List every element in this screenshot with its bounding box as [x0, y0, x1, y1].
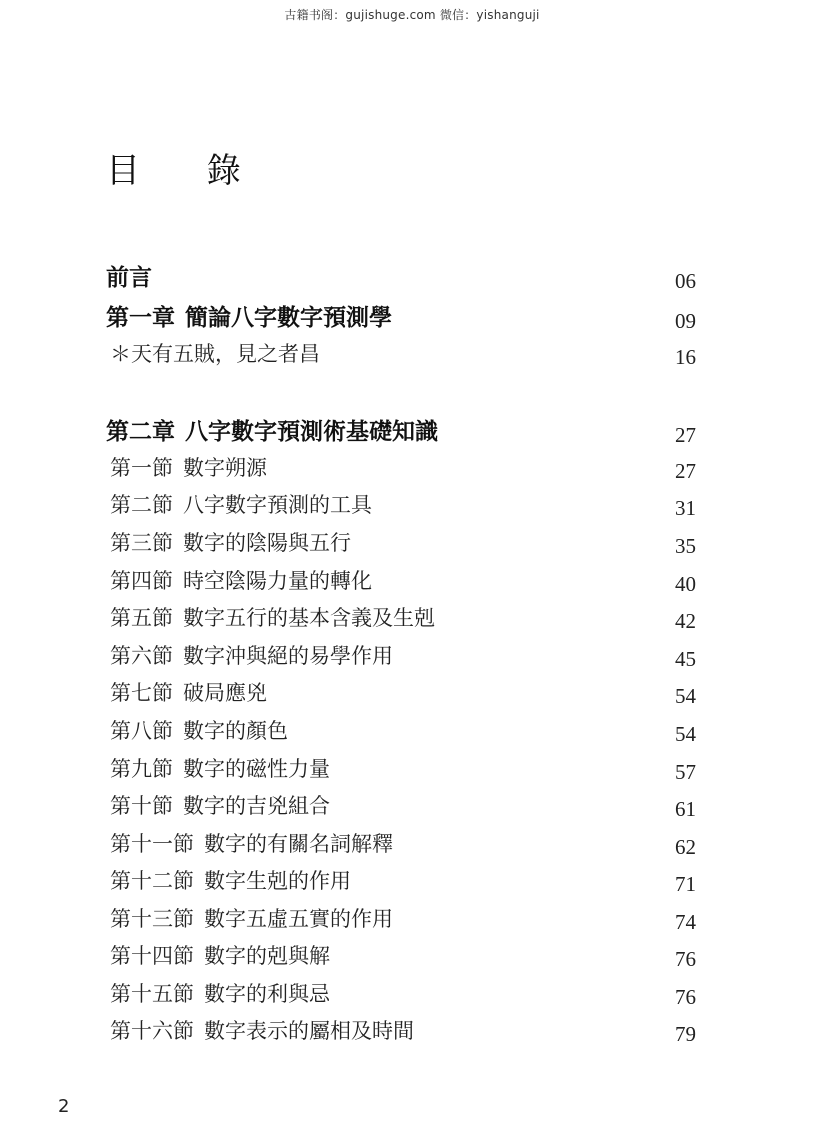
toc-entry-title: 數字的利與忌	[204, 982, 330, 1006]
toc-entry-title: 數字的陰陽與五行	[183, 531, 351, 555]
toc-entry-label	[110, 677, 267, 707]
toc-entry-page: 54	[675, 684, 696, 708]
toc-entry-label	[110, 1015, 414, 1045]
toc-entry-label	[110, 903, 393, 933]
toc-row	[106, 338, 702, 372]
toc-entry-number: 第二章	[106, 418, 175, 445]
toc-entry-number: 第十五節	[110, 982, 194, 1006]
toc-row	[106, 865, 702, 899]
toc-entry-page: 76	[675, 947, 696, 971]
toc-entry-page: 35	[675, 534, 696, 558]
toc-row	[106, 452, 702, 486]
toc-entry-title: 數字生剋的作用	[204, 869, 351, 893]
toc-row	[106, 790, 702, 824]
toc-entry-title: 數字的剋與解	[204, 944, 330, 968]
toc-row	[106, 715, 702, 749]
toc-entry-page: 27	[675, 423, 696, 447]
toc-entry-title: 數字表示的屬相及時間	[204, 1019, 414, 1043]
toc-entry-title: 數字的有關名詞解釋	[204, 832, 393, 856]
toc-entry-number: 第七節	[110, 681, 173, 705]
toc-entry-label	[106, 299, 392, 332]
toc-row	[106, 416, 702, 450]
toc-entry-title: 數字沖與絕的易學作用	[183, 644, 393, 668]
toc-entry-title: 破局應兇	[183, 681, 267, 705]
toc-entry-number: 第十六節	[110, 1019, 194, 1043]
toc-row	[106, 302, 702, 336]
toc-entry-title: 數字朔源	[183, 456, 267, 480]
toc-row	[106, 677, 702, 711]
toc-entry-page: 31	[675, 496, 696, 520]
toc-entry-number: 第八節	[110, 719, 173, 743]
toc-entry-page: 62	[675, 835, 696, 859]
toc-entry-label	[110, 338, 320, 368]
toc-row	[106, 978, 702, 1012]
toc-entry-label	[110, 715, 288, 745]
toc-entry-title: 數字的磁性力量	[183, 757, 330, 781]
toc-row	[106, 753, 702, 787]
toc-entry-page: 61	[675, 797, 696, 821]
toc-entry-number: 第二節	[110, 493, 173, 517]
toc-entry-page: 74	[675, 910, 696, 934]
toc-entry-label	[106, 413, 438, 446]
toc-row	[106, 940, 702, 974]
toc-entry-title: 八字數字預測術基礎知識	[185, 418, 438, 445]
toc-entry-number: 第一章	[106, 304, 175, 331]
toc-entry-number: 第五節	[110, 606, 173, 630]
toc-entry-page: 09	[675, 309, 696, 333]
toc-entry-label	[110, 489, 372, 519]
toc-row	[106, 828, 702, 862]
toc-entry-title: 簡論八字數字預測學	[185, 304, 392, 331]
toc-entry-page: 06	[675, 269, 696, 293]
toc-entry-number: 第十四節	[110, 944, 194, 968]
toc-entry-title: 數字的吉兇組合	[183, 794, 330, 818]
toc-row	[106, 489, 702, 523]
toc-row	[106, 262, 702, 296]
toc-entry-number: 第十三節	[110, 907, 194, 931]
toc-entry-label	[110, 978, 330, 1008]
toc-entry-page: 71	[675, 872, 696, 896]
toc-entry-title: 八字數字預測的工具	[183, 493, 372, 517]
toc-entry-page: 76	[675, 985, 696, 1009]
toc-entry-label	[110, 753, 330, 783]
toc-entry-page: 54	[675, 722, 696, 746]
toc-entry-label	[110, 565, 372, 595]
toc-entry-title: ＊天有五賊，見之者昌	[110, 342, 320, 366]
toc-entry-label	[110, 452, 267, 482]
toc-entry-label	[110, 602, 435, 632]
toc-row	[106, 1015, 702, 1049]
toc-entry-title: 時空陰陽力量的轉化	[183, 569, 372, 593]
toc-entry-title: 數字五虛五實的作用	[204, 907, 393, 931]
toc-entry-title: 前言	[106, 264, 152, 291]
toc-entry-page: 57	[675, 760, 696, 784]
toc-entry-label	[110, 940, 330, 970]
toc-entry-number: 第六節	[110, 644, 173, 668]
toc-entry-page: 16	[675, 345, 696, 369]
toc-row	[106, 903, 702, 937]
toc-entry-number: 第九節	[110, 757, 173, 781]
toc-entry-label	[110, 527, 351, 557]
toc-entry-number: 第四節	[110, 569, 173, 593]
toc-row	[106, 640, 702, 674]
toc-entry-label	[110, 865, 351, 895]
toc-row	[106, 527, 702, 561]
toc-row	[106, 565, 702, 599]
toc-entry-label	[110, 828, 393, 858]
page-number: 2	[58, 1096, 70, 1117]
page-title: 目 錄	[106, 151, 269, 191]
toc-entry-number: 第十節	[110, 794, 173, 818]
toc-entry-label	[110, 640, 393, 670]
toc-entry-title: 數字的顏色	[183, 719, 288, 743]
toc-entry-page: 27	[675, 459, 696, 483]
toc-row	[106, 602, 702, 636]
watermark-text: 古籍书阁：gujishuge.com 微信：yishanguji	[284, 8, 540, 22]
toc-entry-label	[106, 259, 152, 292]
toc-entry-page: 42	[675, 609, 696, 633]
toc-entry-number: 第十一節	[110, 832, 194, 856]
toc-entry-page: 40	[675, 572, 696, 596]
toc-entry-title: 數字五行的基本含義及生剋	[183, 606, 435, 630]
toc-entry-label	[110, 790, 330, 820]
toc-entry-page: 79	[675, 1022, 696, 1046]
toc-entry-number: 第三節	[110, 531, 173, 555]
toc-entry-number: 第十二節	[110, 869, 194, 893]
toc-entry-number: 第一節	[110, 456, 173, 480]
toc-entry-page: 45	[675, 647, 696, 671]
